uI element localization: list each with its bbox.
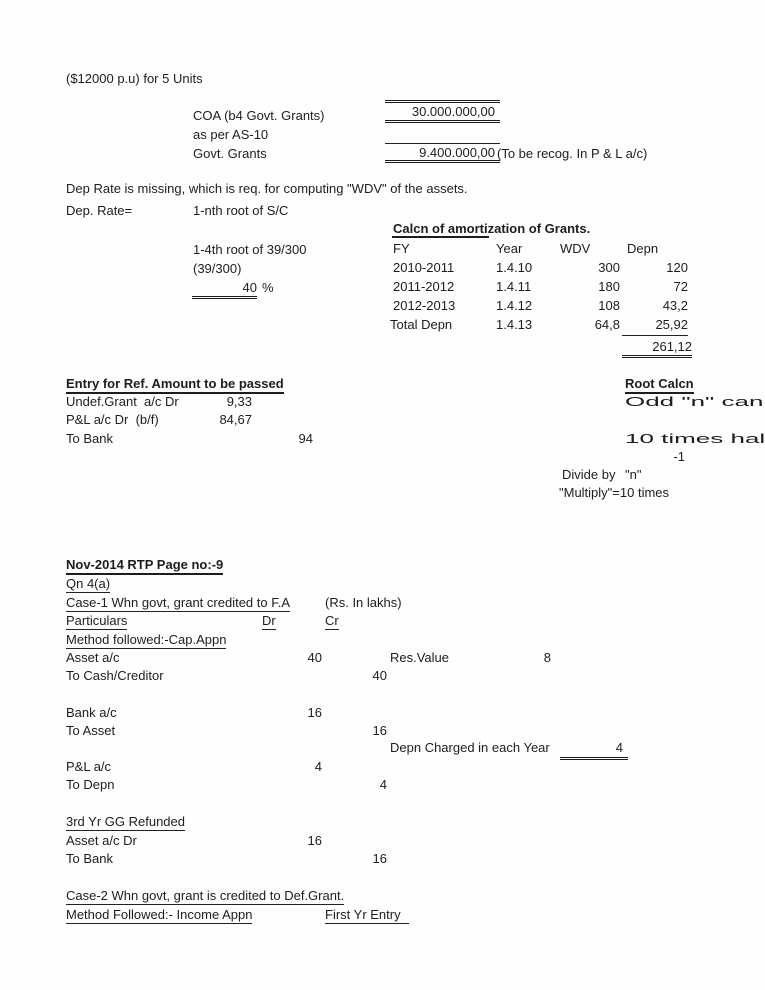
amort-row-depn: 43,2	[662, 298, 688, 313]
rs-lakhs-note: (Rs. In lakhs)	[325, 595, 402, 610]
journal-cr: 4	[379, 777, 387, 792]
root-fraction: (39/300)	[193, 261, 242, 276]
entry-row-dr: 84,67	[219, 412, 252, 427]
amort-row-fy: 2010-2011	[393, 260, 455, 275]
amort-row-fy: 2011-2012	[393, 279, 455, 294]
divide-by-label: Divide by	[562, 467, 616, 482]
journal-cr: 40	[372, 668, 387, 683]
amort-header-year: Year	[496, 241, 523, 256]
grants-note: (To be recog. In P & L a/c)	[497, 146, 648, 161]
third-yr-heading: 3rd Yr GG Refunded	[66, 814, 185, 829]
amort-row-wdv: 64,8	[594, 317, 620, 332]
amort-row-depn: 72	[673, 279, 688, 294]
amort-row-wdv: 108	[598, 298, 620, 313]
amort-header-fy: FY	[393, 241, 410, 256]
dep-rate-label: Dep. Rate=	[66, 203, 133, 218]
journal-label: To Cash/Creditor	[66, 668, 164, 683]
amort-row-fy: 2012-2013	[393, 298, 456, 313]
journal-cr: 16	[372, 851, 387, 866]
rtp-heading: Nov-2014 RTP Page no:-9	[66, 557, 223, 575]
amort-row-depn: 25,92	[622, 317, 688, 336]
amort-total-cell: 261,12	[622, 339, 692, 358]
res-value: 8	[543, 650, 551, 665]
case2-heading: Case-2 Whn govt, grant is credited to Def.Grant.	[66, 888, 345, 903]
grants-label: Govt. Grants	[193, 146, 267, 161]
amort-row-depn: 120	[666, 260, 688, 275]
journal-label: To Asset	[66, 723, 116, 738]
journal-label: To Bank	[66, 851, 113, 866]
amort-row-wdv: 300	[598, 260, 620, 275]
entry-row-cr: 94	[298, 431, 313, 446]
multiply-note: "Multiply"=10 times	[559, 485, 670, 500]
root-formula: 1-4th root of 39/300	[193, 242, 307, 257]
dep-rate-formula: 1-nth root of S/C	[193, 203, 289, 218]
res-value-label: Res.Value	[390, 650, 450, 665]
amortization-title: Calcn of amortization of Grants.	[393, 221, 591, 236]
journal-label: Asset a/c Dr	[66, 833, 137, 848]
journal-dr: 16	[307, 833, 322, 848]
journal-dr: 16	[307, 705, 322, 720]
amort-header-depn: Depn	[627, 241, 659, 256]
root-calcn-title: Root Calcn	[625, 376, 694, 394]
journal-dr: 4	[314, 759, 322, 774]
grants-value-cell: 9.400.000,00	[385, 143, 500, 163]
amort-row-year: 1.4.12	[496, 298, 533, 313]
intro-line: ($12000 p.u) for 5 Units	[66, 71, 203, 86]
depn-charged-value-cell: 4	[560, 740, 628, 760]
rtp-question: Qn 4(a)	[66, 576, 111, 591]
root-calcn-odd-note: Odd "n" can	[625, 394, 764, 409]
col-cr: Cr	[325, 613, 339, 628]
dep-rate-value-cell: 40	[192, 280, 257, 299]
divide-by-value: "n"	[625, 467, 642, 482]
coa-value-cell: 30.000.000,00	[385, 100, 500, 123]
case1-heading: Case-1 Whn govt, grant credited to F.A	[66, 595, 290, 610]
entry-row-label: P&L a/c Dr (b/f)	[66, 412, 159, 427]
coa-label: COA (b4 Govt. Grants)	[193, 108, 325, 123]
dep-missing-note: Dep Rate is missing, which is req. for computing "WDV" of the assets.	[66, 181, 468, 196]
journal-label: Bank a/c	[66, 705, 117, 720]
method2-heading: Method Followed:- Income Appn	[66, 907, 253, 922]
amort-row-fy: Total Depn	[390, 317, 453, 332]
amort-row-year: 1.4.13	[496, 317, 533, 332]
dep-rate-unit: %	[262, 280, 274, 295]
journal-label: To Depn	[66, 777, 115, 792]
journal-label: P&L a/c	[66, 759, 112, 774]
amort-row-wdv: 180	[598, 279, 620, 294]
col-dr: Dr	[262, 613, 276, 628]
entry-row-label: Undef.Grant a/c Dr	[66, 394, 179, 409]
entry-row-label: To Bank	[66, 431, 113, 446]
amort-header-wdv: WDV	[560, 241, 591, 256]
root-calcn-minus-one: -1	[673, 449, 685, 464]
journal-dr: 40	[307, 650, 322, 665]
method1-heading: Method followed:-Cap.Appn	[66, 632, 227, 647]
amort-row-year: 1.4.11	[496, 279, 532, 294]
journal-cr: 16	[372, 723, 387, 738]
entry-row-dr: 9,33	[226, 394, 252, 409]
journal-label: Asset a/c	[66, 650, 120, 665]
as-per-line: as per AS-10	[193, 127, 269, 142]
first-yr-entry-heading: First Yr Entry	[325, 907, 409, 924]
col-particulars: Particulars	[66, 613, 128, 628]
depn-charged-label: Depn Charged in each Year	[390, 740, 550, 755]
root-calcn-times-note: 10 times hal	[625, 431, 765, 446]
amortization-title-underline	[392, 236, 489, 238]
entry-title: Entry for Ref. Amount to be passed	[66, 376, 284, 394]
amort-row-year: 1.4.10	[496, 260, 533, 275]
